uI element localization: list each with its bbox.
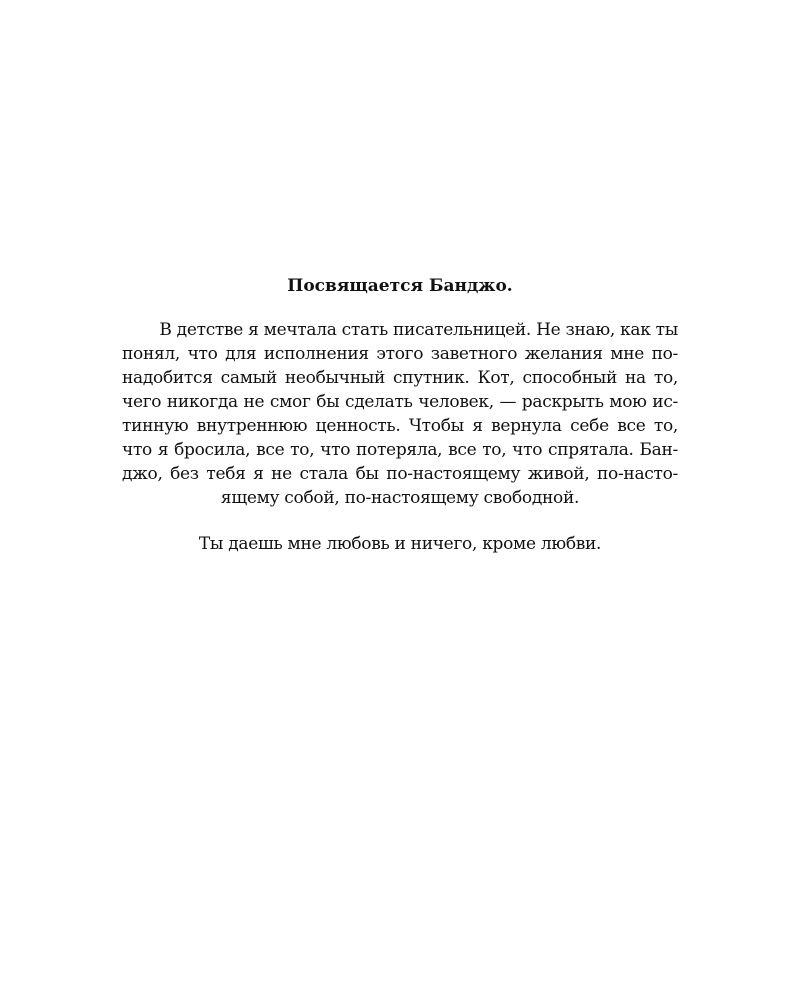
dedication-line-7: джо, без тебя я не стала бы по-настоящему живой, по-насто- bbox=[122, 464, 678, 484]
dedication-line-4: чего никогда не смог бы сделать человек, — раскрыть мою ис- bbox=[122, 392, 678, 412]
dedication-line-1: В детстве я мечтала стать писательницей. Не знаю, как ты bbox=[159, 320, 678, 340]
dedication-line-6: что я бросила, все то, что потеряла, все то, что спрятала. Бан- bbox=[122, 440, 678, 460]
dedication-paragraph bbox=[122, 318, 678, 510]
dedication-block bbox=[122, 272, 678, 573]
dedication-closing: Ты даешь мне любовь и ничего, кроме любви. bbox=[198, 534, 602, 554]
dedication-line-8: ящему собой, по-настоящему свободной. bbox=[220, 488, 580, 508]
dedication-line-3: надобится самый необычный спутник. Кот, способный на то, bbox=[122, 368, 678, 388]
dedication-title: Посвящается Банджо. bbox=[287, 276, 513, 296]
dedication-line-2: понял, что для исполнения этого заветного желания мне по- bbox=[122, 344, 678, 364]
dedication-line-5: тинную внутреннюю ценность. Чтобы я вернула себе все то, bbox=[122, 416, 678, 436]
